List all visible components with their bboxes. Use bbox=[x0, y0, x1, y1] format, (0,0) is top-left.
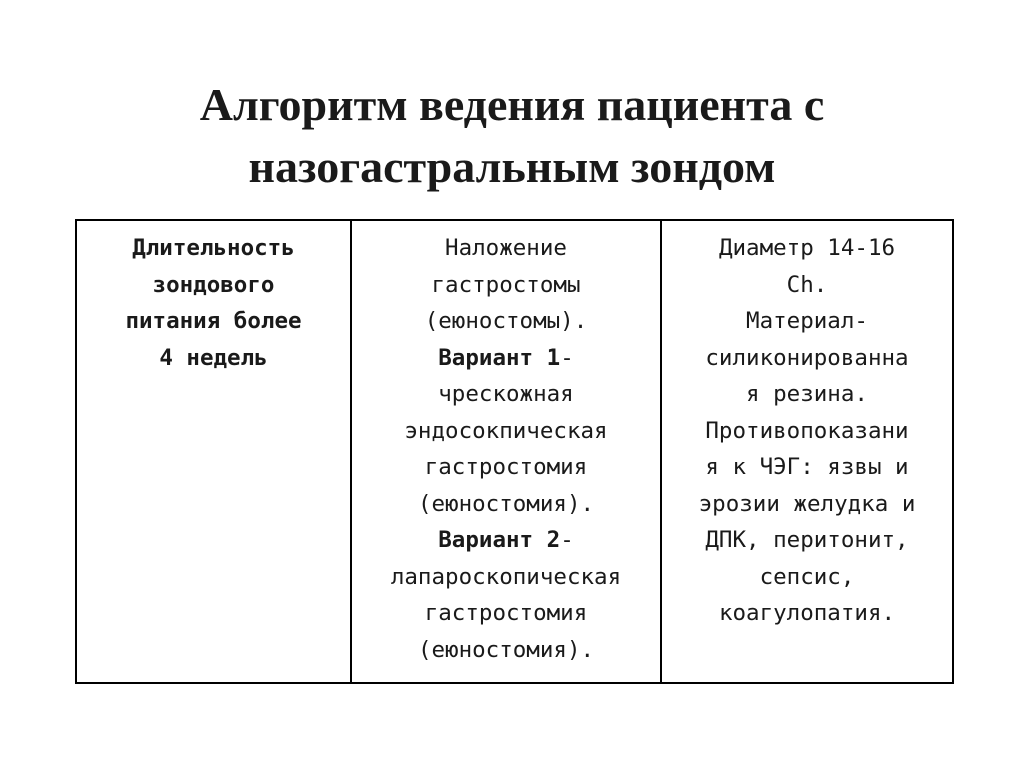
duration-line: питания более bbox=[125, 308, 302, 334]
procedure-line: (еюностомы). bbox=[424, 308, 588, 334]
variant-2-dash: - bbox=[560, 527, 574, 553]
specification-line: Материал- bbox=[746, 308, 868, 334]
specification-cell bbox=[661, 220, 953, 683]
procedure-cell bbox=[351, 220, 661, 683]
specification-line: я к ЧЭГ: язвы и bbox=[705, 454, 909, 480]
slide-title-line-2: назогастральным зондом bbox=[248, 141, 776, 192]
procedure-line: (еюностомия). bbox=[417, 636, 595, 663]
specification-line: силиконированна bbox=[705, 344, 909, 371]
table-row bbox=[76, 220, 953, 683]
duration-line: зондового bbox=[152, 271, 275, 298]
duration-cell bbox=[76, 220, 351, 683]
variant-1-dash: - bbox=[560, 344, 574, 371]
procedure-line: лапароскопическая bbox=[390, 563, 622, 590]
content-table bbox=[75, 219, 954, 684]
procedure-line: гастростомия bbox=[424, 600, 588, 626]
slide-title bbox=[0, 74, 1024, 198]
specification-line: ДПК, перитонит, bbox=[705, 527, 909, 553]
variant-2-line bbox=[356, 522, 656, 559]
duration-line: Длительность bbox=[132, 235, 295, 261]
procedure-line: гастростомы bbox=[431, 271, 581, 298]
specification-line: эрозии желудка и bbox=[698, 490, 916, 517]
procedure-line: гастростомия bbox=[424, 454, 588, 480]
specification-line: сепсис, bbox=[759, 563, 855, 590]
specification-line: коагулопатия. bbox=[718, 600, 896, 626]
specification-line: Диаметр 14-16 bbox=[718, 235, 896, 261]
variant-2-label: Вариант 2 bbox=[438, 527, 561, 553]
duration-line: 4 недель bbox=[159, 344, 268, 371]
variant-1-line bbox=[356, 340, 656, 377]
slide-title-line-1: Алгоритм ведения пациента с bbox=[199, 79, 825, 130]
specification-line: Ch. bbox=[786, 271, 828, 298]
procedure-line: чрескожная bbox=[438, 381, 574, 407]
procedure-line: (еюностомия). bbox=[417, 490, 595, 517]
variant-1-label: Вариант 1 bbox=[438, 344, 561, 371]
specification-line: Противопоказани bbox=[705, 417, 909, 444]
procedure-line: эндосокпическая bbox=[404, 417, 608, 444]
procedure-line: Наложение bbox=[445, 235, 567, 261]
specification-line: я резина. bbox=[746, 381, 868, 407]
